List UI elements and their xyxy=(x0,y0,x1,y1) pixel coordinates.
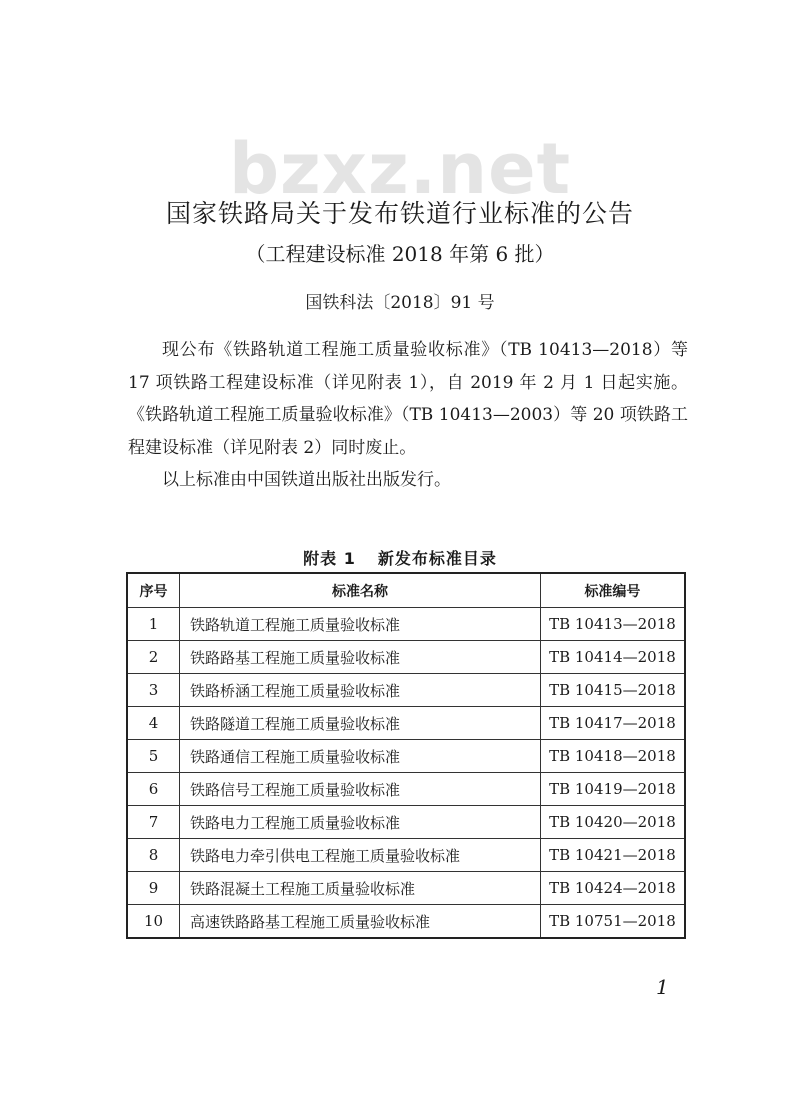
row-code: TB 10420—2018 xyxy=(540,806,685,839)
row-name: 铁路电力工程施工质量验收标准 xyxy=(180,806,541,839)
row-no: 8 xyxy=(127,839,180,872)
header-no: 序号 xyxy=(127,573,180,608)
row-no: 5 xyxy=(127,740,180,773)
table-header-row xyxy=(127,573,685,608)
row-name: 铁路混凝土工程施工质量验收标准 xyxy=(180,872,541,905)
row-code: TB 10418—2018 xyxy=(540,740,685,773)
row-no: 9 xyxy=(127,872,180,905)
row-name: 铁路通信工程施工质量验收标准 xyxy=(180,740,541,773)
row-name: 铁路电力牵引供电工程施工质量验收标准 xyxy=(180,839,541,872)
body-paragraph: 以上标准由中国铁道出版社出版发行。 xyxy=(162,470,451,490)
row-no: 4 xyxy=(127,707,180,740)
row-no: 1 xyxy=(127,608,180,641)
row-no: 2 xyxy=(127,641,180,674)
table-row xyxy=(127,674,685,707)
row-code: TB 10413—2018 xyxy=(540,608,685,641)
row-no: 6 xyxy=(127,773,180,806)
announcement-title: 国家铁路局关于发布铁道行业标准的公告 xyxy=(165,199,634,228)
body-paragraph: 现公布《铁路轨道工程施工质量验收标准》（TB 10413—2018）等 17 项铁路工程建设标准（详见附表 1），自 2019 年 2 月 1 日起实施。《铁路轨道工程施工质量验收标准》（TB 10413—2003）等 20 项铁路工程建设标准（详见附表 2）同时废止。 xyxy=(128,340,688,458)
row-no: 3 xyxy=(127,674,180,707)
row-code: TB 10751—2018 xyxy=(540,905,685,939)
announcement-subtitle: （工程建设标准 2018 年第 6 批） xyxy=(245,242,555,266)
row-code: TB 10419—2018 xyxy=(540,773,685,806)
header-code: 标准编号 xyxy=(540,573,685,608)
table-caption-title: 新发布标准目录 xyxy=(377,549,497,568)
page-number: 1 xyxy=(656,975,669,999)
row-name: 铁路隧道工程施工质量验收标准 xyxy=(180,707,541,740)
row-name: 高速铁路路基工程施工质量验收标准 xyxy=(180,905,541,939)
row-name: 铁路路基工程施工质量验收标准 xyxy=(180,641,541,674)
row-name: 铁路轨道工程施工质量验收标准 xyxy=(180,608,541,641)
site-watermark: bzxz.net xyxy=(228,128,572,210)
row-code: TB 10424—2018 xyxy=(540,872,685,905)
table-row xyxy=(127,641,685,674)
table-row xyxy=(127,707,685,740)
standards-table xyxy=(126,572,686,939)
table-row xyxy=(127,740,685,773)
row-no: 7 xyxy=(127,806,180,839)
document-number: 国铁科法〔2018〕91 号 xyxy=(305,293,495,313)
table-row xyxy=(127,872,685,905)
row-name: 铁路桥涵工程施工质量验收标准 xyxy=(180,674,541,707)
table-row xyxy=(127,839,685,872)
row-code: TB 10421—2018 xyxy=(540,839,685,872)
table-row xyxy=(127,905,685,939)
table-row xyxy=(127,608,685,641)
announcement-body xyxy=(128,334,688,497)
table-row xyxy=(127,806,685,839)
header-name: 标准名称 xyxy=(180,573,541,608)
row-no: 10 xyxy=(127,905,180,939)
table-caption xyxy=(0,546,800,569)
row-code: TB 10414—2018 xyxy=(540,641,685,674)
row-code: TB 10417—2018 xyxy=(540,707,685,740)
row-code: TB 10415—2018 xyxy=(540,674,685,707)
table-row xyxy=(127,773,685,806)
table-caption-label: 附表 1 xyxy=(303,549,356,568)
row-name: 铁路信号工程施工质量验收标准 xyxy=(180,773,541,806)
